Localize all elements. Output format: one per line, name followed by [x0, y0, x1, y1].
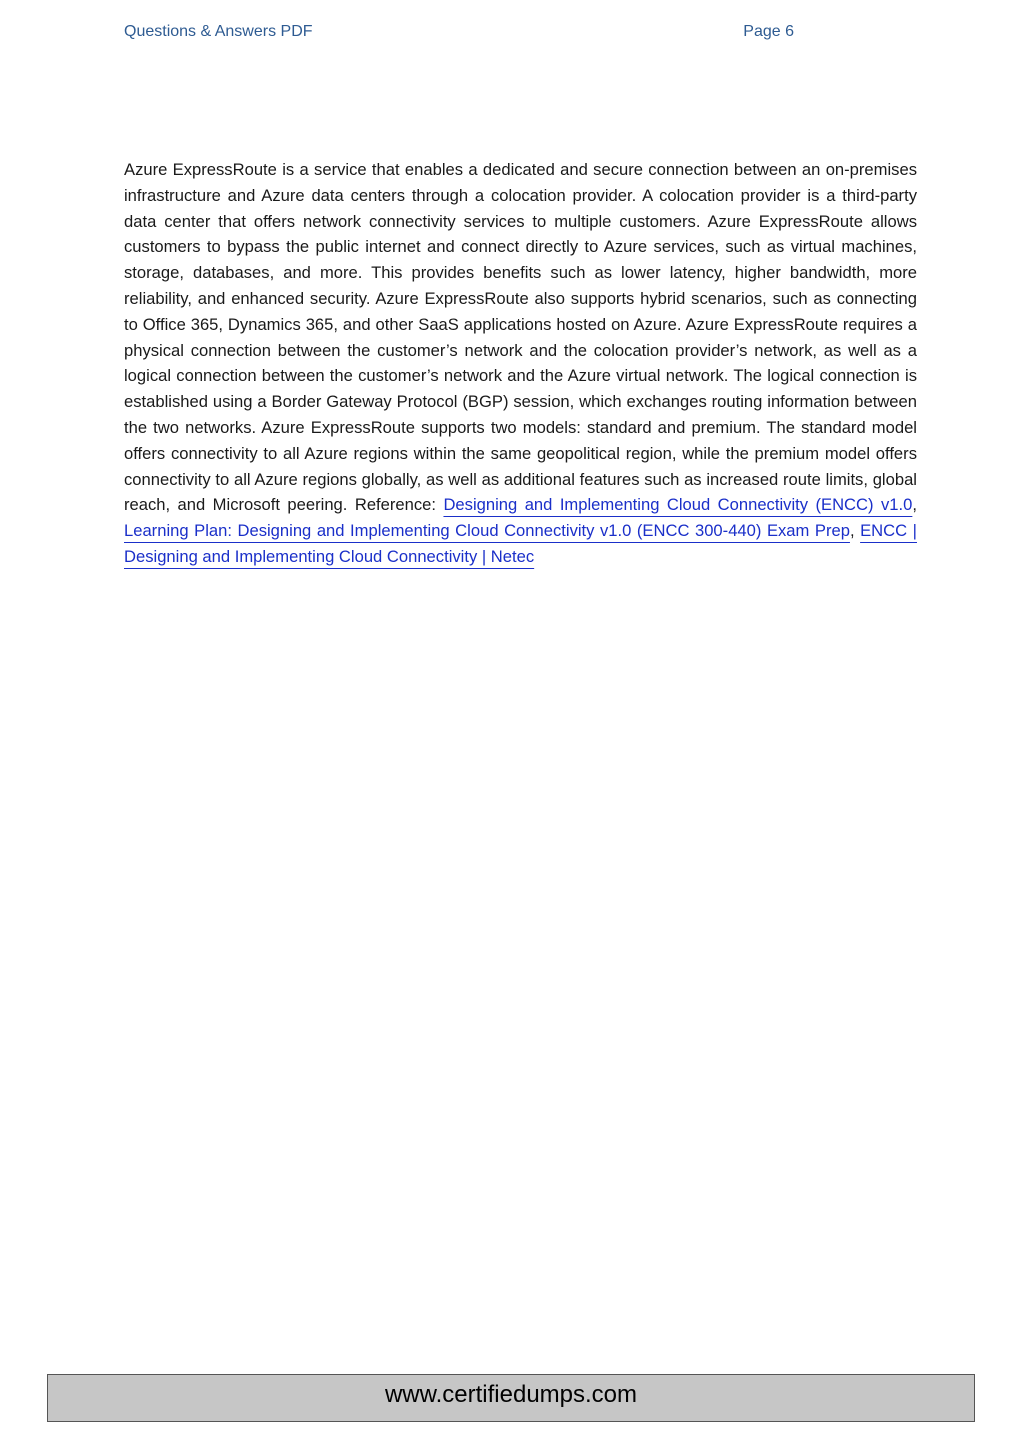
reference-link-learning-plan[interactable]: Learning Plan: Designing and Implementing Cloud Connectivity v1.0 (ENCC 300-440) Exam Prep	[124, 521, 850, 541]
link-separator: ,	[912, 495, 917, 515]
page-footer	[47, 1374, 975, 1422]
link-separator-2: ,	[849, 521, 861, 541]
footer-website: www.certifiedumps.com	[384, 1381, 638, 1408]
page-number: Page 6	[743, 23, 794, 40]
document-title: Questions & Answers PDF	[124, 23, 313, 40]
answer-explanation	[124, 157, 917, 570]
explanation-text: Azure ExpressRoute is a service that enables a dedicated and secure connection between an on-premises infrastructure and Azure data centers through a colocation provider. A colocation provider is a third-party data center that offers network connectivity services to multiple customers. Azure ExpressRoute allows customers to bypass the public internet and connect directly to Azure services, such as virtual machines, storage, databases, and more. This provides benefits such as lower latency, higher bandwidth, more reliability, and enhanced security. Azure ExpressRoute also supports hybrid scenarios, such as connecting to Office 365, Dynamics 365, and other SaaS applications hosted on Azure. Azure ExpressRoute requires a physical connection between the customer’s network and the colocation provider’s network, as well as a logical connection between the customer’s network and the Azure virtual network. The logical connection is established using a Border Gateway Protocol (BGP) session, which exchanges routing information between the two networks. Azure ExpressRoute supports two models: standard and premium. The standard model offers connectivity to all Azure regions within the same geopolitical region, while the premium model offers connectivity to all Azure regions globally, as well as additional features such as increased route limits, global reach, and Microsoft peering. Reference:	[124, 160, 917, 515]
reference-link-netec[interactable]: ENCC | Designing and Implementing Cloud Connectivity | Netec	[124, 521, 917, 566]
reference-link-encc-course[interactable]: Designing and Implementing Cloud Connectivity (ENCC) v1.0	[443, 495, 913, 515]
page-header	[124, 20, 794, 44]
